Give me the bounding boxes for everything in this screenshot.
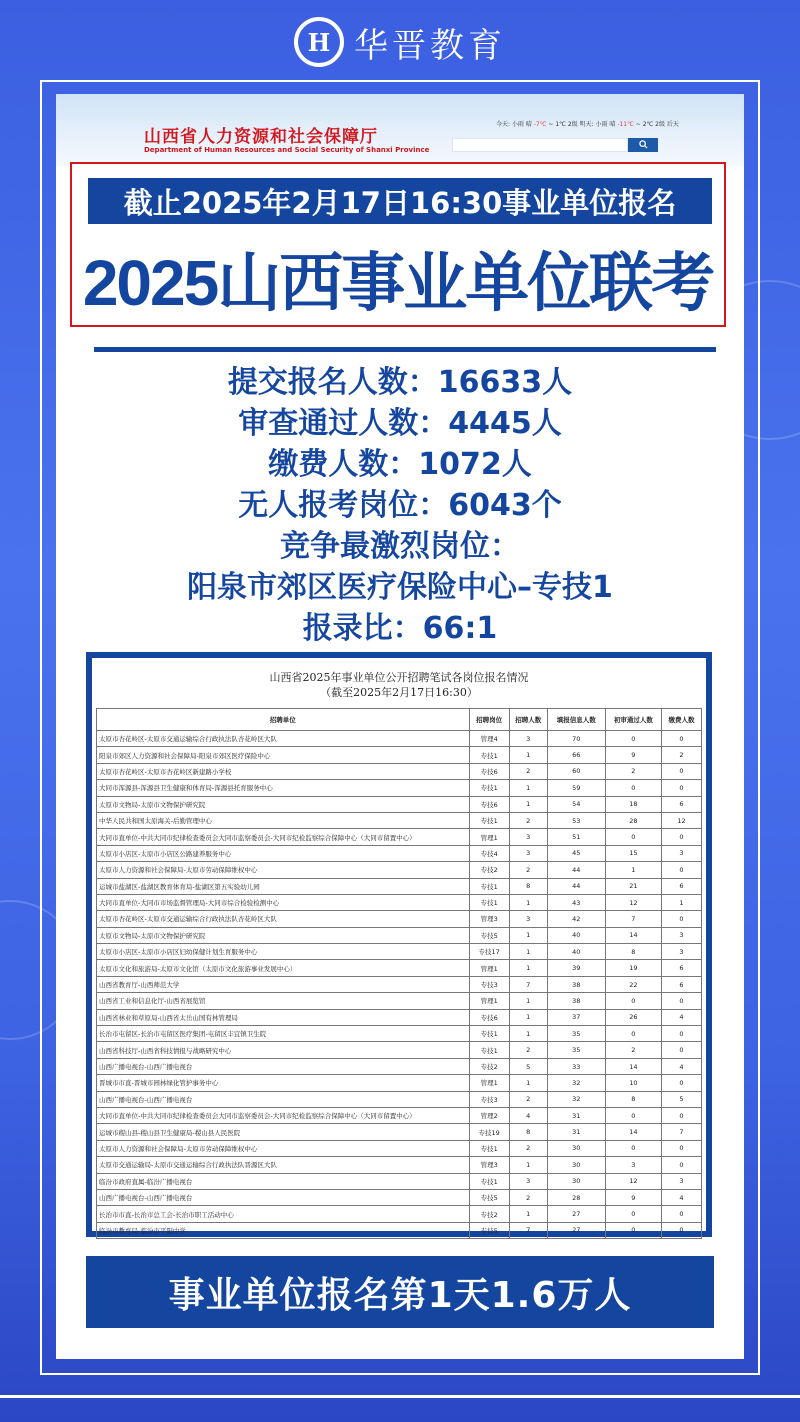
cell-unit: 长治市屯留区-长治市屯留区医疗集团-屯留区丰宜镇卫生院 (97, 1026, 470, 1042)
table-row (97, 763, 702, 779)
cell-quota: 1 (509, 780, 547, 796)
cell-quota: 5 (509, 1058, 547, 1074)
cell-paid: 0 (661, 1107, 701, 1123)
cell-approved: 0 (605, 993, 661, 1009)
cell-quota: 1 (509, 1075, 547, 1091)
registration-table-card (86, 652, 712, 1237)
table-row (97, 878, 702, 894)
cell-filled: 66 (547, 747, 605, 763)
table-row (97, 1058, 702, 1074)
table-row (97, 796, 702, 812)
table-row (97, 960, 702, 976)
cell-filled: 38 (547, 993, 605, 1009)
cell-filled: 33 (547, 1058, 605, 1074)
cell-approved: 28 (605, 812, 661, 828)
cell-unit: 太原市文物局-太原市文物保护研究院 (97, 927, 470, 943)
cell-quota: 8 (509, 1124, 547, 1140)
table-row (97, 993, 702, 1009)
cell-quota: 1 (509, 894, 547, 910)
cell-paid: 6 (661, 960, 701, 976)
cell-approved: 19 (605, 960, 661, 976)
cell-position: 管理4 (469, 731, 509, 747)
cell-quota: 7 (509, 1222, 547, 1238)
table-row (97, 1091, 702, 1107)
cell-approved: 0 (605, 1206, 661, 1222)
cell-approved: 9 (605, 747, 661, 763)
cell-unit: 运城市稷山县-稷山县卫生健康局-稷山县人民医院 (97, 1124, 470, 1140)
cell-quota: 3 (509, 845, 547, 861)
cell-filled: 44 (547, 862, 605, 878)
table-row (97, 731, 702, 747)
table-row (97, 1222, 702, 1238)
cell-approved: 18 (605, 796, 661, 812)
cell-filled: 40 (547, 944, 605, 960)
cell-position: 管理3 (469, 911, 509, 927)
cell-position: 专技2 (469, 1058, 509, 1074)
cell-position: 专技5 (469, 927, 509, 943)
brand-header (0, 14, 800, 70)
cell-unit: 太原市人力资源和社会保障局-太原市劳动保障维权中心 (97, 862, 470, 878)
cell-quota: 1 (509, 1009, 547, 1025)
col-header-filled: 填报信息人数 (547, 709, 605, 731)
col-header-approved: 初审通过人数 (605, 709, 661, 731)
cell-approved: 14 (605, 1058, 661, 1074)
cell-unit: 山西广播电视台-山西广播电视台 (97, 1058, 470, 1074)
table-row (97, 845, 702, 861)
cell-unit: 山西省科技厅-山西省科技情报与战略研究中心 (97, 1042, 470, 1058)
stat-no-applicants: 无人报考岗位：6043个 (238, 488, 562, 523)
table-header-row (97, 709, 702, 731)
cell-unit: 山西广播电视台-山西广播电视台 (97, 1091, 470, 1107)
cell-approved: 26 (605, 1009, 661, 1025)
table-row (97, 1206, 702, 1222)
cell-paid: 3 (661, 1173, 701, 1189)
table-row (97, 862, 702, 878)
cell-unit: 大同市直单位-中共大同市纪律检查委员会大同市监察委员会-大同市纪检监察综合保障中心（大同市留置中心） (97, 1107, 470, 1123)
cell-quota: 1 (509, 927, 547, 943)
cell-quota: 7 (509, 976, 547, 992)
cell-position: 专技3 (469, 1091, 509, 1107)
cell-filled: 44 (547, 878, 605, 894)
site-subtitle: Department of Human Resources and Social Security of Shanxi Province (144, 146, 430, 154)
cell-quota: 2 (509, 1189, 547, 1205)
cell-approved: 0 (605, 780, 661, 796)
cell-unit: 太原市人力资源和社会保障局-太原市劳动保障维权中心 (97, 1140, 470, 1156)
cell-position: 专技2 (469, 1206, 509, 1222)
cell-quota: 2 (509, 1140, 547, 1156)
cell-unit: 大同市直单位-大同市市场监督管理局-大同市综合检验检测中心 (97, 894, 470, 910)
col-header-quota: 招聘人数 (509, 709, 547, 731)
cell-position: 专技1 (469, 878, 509, 894)
cell-filled: 32 (547, 1075, 605, 1091)
cell-filled: 40 (547, 927, 605, 943)
cell-position: 专技2 (469, 862, 509, 878)
cell-filled: 27 (547, 1206, 605, 1222)
footer-banner: 事业单位报名第1天1.6万人 (86, 1256, 714, 1328)
table-row (97, 747, 702, 763)
cell-unit: 长治市市直-长治市总工会-长治市职工活动中心 (97, 1206, 470, 1222)
cell-position: 专技1 (469, 894, 509, 910)
site-title: 山西省人力资源和社会保障厅 (144, 127, 378, 147)
cell-unit: 太原市文化和旅游局-太原市文化馆（太原市文化旅游事业发展中心） (97, 960, 470, 976)
cell-quota: 2 (509, 812, 547, 828)
cell-approved: 15 (605, 845, 661, 861)
cell-filled: 59 (547, 780, 605, 796)
cell-filled: 42 (547, 911, 605, 927)
table-row (97, 927, 702, 943)
cell-unit: 太原市杏花岭区-太原市杏花岭区新建路小学校 (97, 763, 470, 779)
cell-paid: 7 (661, 1124, 701, 1140)
cell-unit: 太原市杏花岭区-太原市交通运输综合行政执法队杏花岭区大队 (97, 731, 470, 747)
cell-quota: 3 (509, 1173, 547, 1189)
cell-approved: 0 (605, 829, 661, 845)
table-row (97, 976, 702, 992)
table-body (97, 731, 702, 1239)
cell-approved: 12 (605, 1173, 661, 1189)
cell-paid: 0 (661, 1026, 701, 1042)
cell-paid: 12 (661, 812, 701, 828)
cell-approved: 8 (605, 1091, 661, 1107)
cell-position: 专技1 (469, 1042, 509, 1058)
cell-position: 管理1 (469, 829, 509, 845)
weather-prefix: 今天: 小雨 晴 (496, 121, 532, 128)
table-row (97, 812, 702, 828)
cell-position: 管理1 (469, 960, 509, 976)
cell-filled: 45 (547, 845, 605, 861)
cell-approved: 9 (605, 1189, 661, 1205)
cell-position: 专技1 (469, 780, 509, 796)
headline-box (70, 162, 726, 327)
cell-quota: 2 (509, 763, 547, 779)
cell-filled: 27 (547, 1222, 605, 1238)
cell-position: 专技6 (469, 796, 509, 812)
cell-approved: 14 (605, 1124, 661, 1140)
cell-quota: 2 (509, 1042, 547, 1058)
cell-approved: 0 (605, 1222, 661, 1238)
cell-unit: 太原市文物局-太原市文物保护研究院 (97, 796, 470, 812)
table-row (97, 1124, 702, 1140)
cell-unit: 阳泉市郊区人力资源和社会保障局-阳泉市郊区医疗保险中心 (97, 747, 470, 763)
cell-filled: 39 (547, 960, 605, 976)
cell-paid: 3 (661, 927, 701, 943)
table-row (97, 1173, 702, 1189)
cell-approved: 7 (605, 911, 661, 927)
cell-filled: 32 (547, 1091, 605, 1107)
stat-submitted: 提交报名人数：16633人 (227, 365, 573, 400)
stat-approved: 审查通过人数：4445人 (238, 406, 562, 441)
cell-paid: 6 (661, 878, 701, 894)
cell-paid: 6 (661, 796, 701, 812)
cell-unit: 山西省教育厅-山西师范大学 (97, 976, 470, 992)
table-row (97, 1157, 702, 1173)
cell-position: 专技6 (469, 1009, 509, 1025)
col-header-position: 招聘岗位 (469, 709, 509, 731)
search-button[interactable] (628, 138, 658, 152)
cell-paid: 0 (661, 1206, 701, 1222)
weather-info (496, 119, 679, 128)
table-row (97, 1107, 702, 1123)
cell-approved: 14 (605, 927, 661, 943)
cell-paid: 0 (661, 993, 701, 1009)
cell-unit: 晋城市市直-晋城市园林绿化管护事务中心 (97, 1075, 470, 1091)
cell-filled: 30 (547, 1157, 605, 1173)
table-title (96, 662, 702, 700)
cell-unit: 大同市直单位-中共大同市纪律检查委员会大同市监察委员会-大同市纪检监察综合保障中心（大同市留置中心） (97, 829, 470, 845)
cell-filled: 70 (547, 731, 605, 747)
stat-ratio: 报录比：66:1 (302, 611, 498, 646)
stat-paid: 缴费人数：1072人 (268, 447, 532, 482)
search-icon (639, 140, 648, 149)
cell-paid: 4 (661, 1009, 701, 1025)
cell-unit: 山西广播电视台-山西广播电视台 (97, 1189, 470, 1205)
cell-paid: 1 (661, 894, 701, 910)
cell-filled: 38 (547, 976, 605, 992)
weather-today-low: -7℃ (533, 121, 547, 128)
table-row (97, 911, 702, 927)
headline-date-bar: 截止2025年2月17日16:30事业单位报名 (88, 178, 712, 224)
cell-filled: 30 (547, 1173, 605, 1189)
cell-approved: 21 (605, 878, 661, 894)
cell-approved: 0 (605, 731, 661, 747)
cell-position: 专技5 (469, 1222, 509, 1238)
cell-paid: 2 (661, 747, 701, 763)
cell-quota: 3 (509, 911, 547, 927)
divider (94, 347, 716, 352)
cell-unit: 运城市盐湖区-盐湖区教育体育局-盐湖区第五实验幼儿园 (97, 878, 470, 894)
cell-approved: 10 (605, 1075, 661, 1091)
cell-paid: 0 (661, 1157, 701, 1173)
cell-quota: 1 (509, 1026, 547, 1042)
table-row (97, 780, 702, 796)
table-row (97, 1075, 702, 1091)
cell-unit: 大同市浑源县-浑源县卫生健康和体育局-浑源县托育服务中心 (97, 780, 470, 796)
cell-quota: 1 (509, 1157, 547, 1173)
headline-title: 2025山西事业单位联考 (82, 247, 714, 319)
cell-approved: 2 (605, 1042, 661, 1058)
cell-approved: 2 (605, 763, 661, 779)
cell-paid: 0 (661, 862, 701, 878)
cell-position: 管理2 (469, 1107, 509, 1123)
cell-position: 专技6 (469, 763, 509, 779)
table-row (97, 1026, 702, 1042)
cell-position: 管理1 (469, 993, 509, 1009)
stats-list (56, 362, 744, 649)
cell-filled: 43 (547, 894, 605, 910)
cell-unit: 太原市小店区-太原市小店区公路建养服务中心 (97, 845, 470, 861)
cell-paid: 0 (661, 1140, 701, 1156)
cell-position: 管理3 (469, 1157, 509, 1173)
cell-filled: 54 (547, 796, 605, 812)
cell-quota: 3 (509, 731, 547, 747)
weather-suffix: ~ 2℃ 2级 后天 (635, 121, 679, 128)
cell-approved: 8 (605, 944, 661, 960)
cell-unit: 太原市杏花岭区-太原市交通运输综合行政执法队杏花岭区大队 (97, 911, 470, 927)
cell-unit: 山西省林业和草原局-山西省太岳山国有林管理局 (97, 1009, 470, 1025)
cell-quota: 1 (509, 993, 547, 1009)
table-row (97, 944, 702, 960)
cell-quota: 2 (509, 862, 547, 878)
cell-filled: 28 (547, 1189, 605, 1205)
stat-most-competitive-label: 竞争最激烈岗位： (280, 529, 520, 564)
cell-approved: 12 (605, 894, 661, 910)
cell-filled: 60 (547, 763, 605, 779)
table-row (97, 894, 702, 910)
cell-paid: 0 (661, 829, 701, 845)
cell-paid: 6 (661, 976, 701, 992)
cell-position: 专技5 (469, 1189, 509, 1205)
cell-paid: 5 (661, 1091, 701, 1107)
cell-unit: 中华人民共和国太原海关-后勤管理中心 (97, 812, 470, 828)
cell-paid: 0 (661, 1222, 701, 1238)
cell-position: 专技1 (469, 812, 509, 828)
cell-filled: 37 (547, 1009, 605, 1025)
cell-approved: 1 (605, 862, 661, 878)
cell-unit: 临汾市政府直属-临汾广播电视台 (97, 1173, 470, 1189)
cell-unit: 太原市交通运输局-太原市交通运输综合行政执法队晋源区大队 (97, 1157, 470, 1173)
weather-tomorrow-low: -11℃ (617, 121, 634, 128)
table-title-sub: （截至2025年2月17日16:30） (320, 686, 478, 699)
cell-position: 专技1 (469, 747, 509, 763)
col-header-paid: 缴费人数 (661, 709, 701, 731)
cell-paid: 0 (661, 1042, 701, 1058)
cell-position: 专技19 (469, 1124, 509, 1140)
cell-quota: 1 (509, 944, 547, 960)
table-row (97, 1189, 702, 1205)
cell-position: 专技3 (469, 976, 509, 992)
cell-paid: 0 (661, 763, 701, 779)
cell-unit: 山西省工业和信息化厅-山西省展览馆 (97, 993, 470, 1009)
content-panel (56, 94, 744, 1359)
cell-approved: 22 (605, 976, 661, 992)
table-row (97, 829, 702, 845)
cell-unit: 临汾市教育局-临汾市平阳中学 (97, 1222, 470, 1238)
bottom-band (0, 1395, 800, 1398)
cell-quota: 8 (509, 878, 547, 894)
cell-quota: 2 (509, 1091, 547, 1107)
cell-paid: 0 (661, 1075, 701, 1091)
col-header-unit: 招聘单位 (97, 709, 470, 731)
cell-position: 专技1 (469, 1140, 509, 1156)
cell-position: 专技17 (469, 944, 509, 960)
registration-table (96, 708, 702, 1239)
cell-paid: 3 (661, 845, 701, 861)
cell-position: 专技1 (469, 1026, 509, 1042)
cell-filled: 31 (547, 1124, 605, 1140)
weather-mid: ~ 1℃ 2级 明天: 小雨 晴 (548, 121, 616, 128)
cell-filled: 51 (547, 829, 605, 845)
search-input[interactable] (452, 138, 628, 152)
cell-quota: 1 (509, 1206, 547, 1222)
cell-approved: 3 (605, 1157, 661, 1173)
stat-most-competitive-position: 阳泉市郊区医疗保险中心–专技1 (187, 570, 613, 605)
cell-filled: 35 (547, 1042, 605, 1058)
table-row (97, 1042, 702, 1058)
cell-approved: 0 (605, 1107, 661, 1123)
table-title-main: 山西省2025年事业单位公开招聘笔试各岗位报名情况 (269, 671, 529, 684)
cell-quota: 1 (509, 960, 547, 976)
cell-position: 专技4 (469, 845, 509, 861)
cell-paid: 0 (661, 911, 701, 927)
cell-filled: 35 (547, 1026, 605, 1042)
cell-paid: 0 (661, 780, 701, 796)
table-row (97, 1140, 702, 1156)
cell-paid: 4 (661, 1189, 701, 1205)
cell-paid: 0 (661, 731, 701, 747)
cell-filled: 31 (547, 1107, 605, 1123)
cell-paid: 3 (661, 944, 701, 960)
cell-quota: 3 (509, 829, 547, 845)
cell-position: 专技1 (469, 1173, 509, 1189)
cell-quota: 4 (509, 1107, 547, 1123)
brand-logo-icon: H (294, 17, 344, 67)
cell-filled: 53 (547, 812, 605, 828)
cell-unit: 太原市小店区-太原市小店区妇幼保健计划生育服务中心 (97, 944, 470, 960)
table-row (97, 1009, 702, 1025)
cell-filled: 30 (547, 1140, 605, 1156)
site-header (56, 94, 744, 166)
cell-approved: 0 (605, 1140, 661, 1156)
cell-quota: 1 (509, 796, 547, 812)
cell-approved: 0 (605, 1026, 661, 1042)
cell-paid: 4 (661, 1058, 701, 1074)
cell-quota: 1 (509, 747, 547, 763)
cell-position: 管理1 (469, 1075, 509, 1091)
brand-name: 华晋教育 (354, 25, 506, 66)
